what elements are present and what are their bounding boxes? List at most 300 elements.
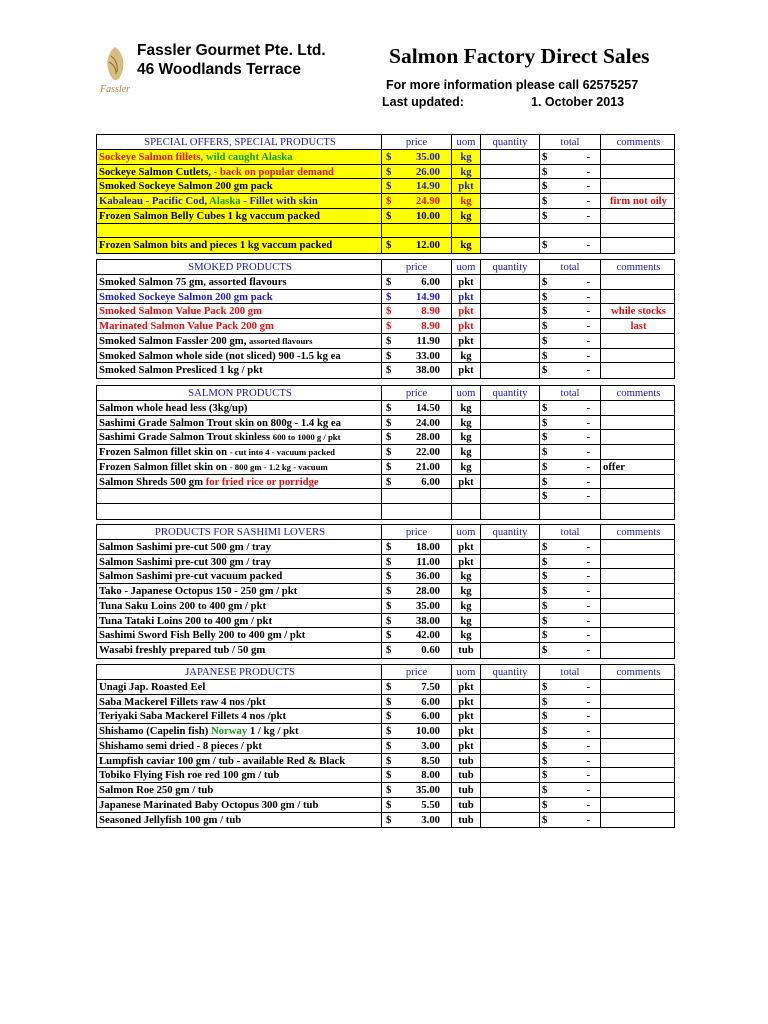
- currency-symbol: $: [542, 784, 548, 796]
- comment-cell: [601, 695, 676, 709]
- uom-cell: pkt: [452, 319, 481, 333]
- product-name: [97, 680, 382, 694]
- quantity-input[interactable]: [481, 290, 540, 304]
- price-cell: [382, 401, 452, 415]
- quantity-input[interactable]: [481, 475, 540, 489]
- price-value: 6.00: [421, 710, 440, 723]
- price-value: 35.00: [415, 150, 440, 163]
- product-name-part: Teriyaki Saba Mackerel Fillets 4 nos /pkt: [99, 710, 287, 723]
- quantity-input[interactable]: [481, 363, 540, 378]
- price-cell: [382, 569, 452, 583]
- uom-cell: kg: [452, 238, 481, 253]
- uom-cell: tub: [452, 813, 481, 828]
- comment-cell: [601, 334, 676, 348]
- currency-symbol: $: [542, 754, 548, 767]
- quantity-input[interactable]: [481, 813, 540, 828]
- total-value: -: [586, 614, 590, 627]
- total-value: -: [586, 195, 590, 207]
- column-header-quantity: quantity: [481, 525, 540, 539]
- price-value: 28.00: [415, 431, 440, 444]
- quantity-input[interactable]: [481, 275, 540, 289]
- currency-symbol: $: [386, 334, 392, 347]
- total-cell: [540, 275, 601, 289]
- total-cell: [540, 540, 601, 554]
- total-value: -: [586, 555, 590, 568]
- price-cell: [382, 798, 452, 812]
- total-cell: [540, 224, 601, 238]
- total-cell: [540, 290, 601, 304]
- currency-symbol: $: [542, 150, 548, 163]
- table-row: [97, 798, 674, 813]
- quantity-input[interactable]: [481, 209, 540, 223]
- total-value: -: [586, 629, 590, 642]
- product-name-part: Wasabi freshly prepared tub / 50 gm: [99, 644, 266, 656]
- quantity-input[interactable]: [481, 614, 540, 628]
- quantity-input[interactable]: [481, 165, 540, 179]
- currency-symbol: $: [542, 320, 548, 332]
- total-cell: [540, 555, 601, 569]
- uom-cell: kg: [452, 209, 481, 223]
- currency-symbol: $: [542, 629, 548, 642]
- column-header-uom: uom: [452, 260, 481, 274]
- column-header-comments: comments: [616, 261, 661, 273]
- product-name-part: assorted flavours: [249, 335, 313, 346]
- quantity-input[interactable]: [481, 489, 540, 503]
- price-value: 24.90: [415, 195, 440, 207]
- product-name-part: Frozen Salmon Belly Cubes 1 kg vaccum packed: [99, 209, 320, 222]
- product-name-part: Frozen Salmon bits and pieces 1 kg vaccum packed: [99, 239, 333, 252]
- quantity-input[interactable]: [481, 224, 540, 238]
- currency-symbol: $: [386, 555, 392, 568]
- quantity-input[interactable]: [481, 194, 540, 208]
- price-value: 42.00: [415, 629, 440, 642]
- product-name-part: Lumpfish caviar 100 gm / tub - available Red & Black: [99, 754, 346, 767]
- quantity-input[interactable]: [481, 445, 540, 459]
- product-name: [97, 363, 382, 378]
- price-value: 6.00: [421, 695, 440, 708]
- product-name-part: 600 to 1000 g / pkt: [272, 432, 341, 443]
- currency-symbol: $: [386, 165, 392, 178]
- comment-cell: [601, 150, 676, 164]
- price-cell: [382, 334, 452, 348]
- table-row: [97, 555, 674, 570]
- total-cell: [540, 363, 601, 378]
- quantity-input[interactable]: [481, 416, 540, 430]
- comment-cell: [601, 224, 676, 238]
- quantity-input[interactable]: [481, 739, 540, 753]
- table-row: [97, 445, 674, 460]
- currency-symbol: $: [386, 401, 392, 414]
- product-name: [97, 238, 382, 253]
- uom-cell: kg: [452, 150, 481, 164]
- currency-symbol: $: [386, 239, 392, 252]
- total-cell: [540, 798, 601, 812]
- currency-symbol: $: [386, 680, 392, 693]
- uom-cell: tub: [452, 798, 481, 812]
- total-value: -: [586, 798, 590, 811]
- product-name: [97, 754, 382, 768]
- price-cell: [382, 768, 452, 782]
- price-value: 11.00: [416, 555, 440, 568]
- price-value: 8.90: [421, 320, 440, 332]
- table-row: [97, 540, 674, 555]
- price-value: 26.00: [415, 165, 440, 178]
- comment-cell: [601, 430, 676, 444]
- price-value: 35.00: [415, 784, 440, 796]
- price-value: 35.00: [415, 599, 440, 612]
- product-name-part: Kabaleau - Pacific Cod,: [99, 195, 210, 207]
- column-header-total: total: [540, 260, 601, 274]
- section-4: [96, 524, 675, 659]
- product-name: [97, 179, 382, 193]
- quantity-input[interactable]: [481, 430, 540, 444]
- quantity-input[interactable]: [481, 680, 540, 694]
- total-value: -: [586, 769, 590, 782]
- currency-symbol: $: [542, 769, 548, 782]
- currency-symbol: $: [542, 644, 548, 656]
- price-value: 38.00: [415, 614, 440, 627]
- currency-symbol: $: [386, 695, 392, 708]
- quantity-input[interactable]: [481, 569, 540, 583]
- quantity-input[interactable]: [481, 768, 540, 782]
- column-header-uom: uom: [452, 665, 481, 679]
- quantity-input[interactable]: [481, 460, 540, 474]
- product-name-part: Frozen Salmon fillet skin on: [99, 460, 230, 473]
- currency-symbol: $: [542, 540, 548, 553]
- section-5: [96, 664, 675, 828]
- total-value: -: [586, 540, 590, 553]
- uom-cell: kg: [452, 628, 481, 642]
- currency-symbol: $: [386, 585, 392, 597]
- quantity-input[interactable]: [481, 319, 540, 333]
- product-name-part: Seasoned Jellyfish 100 gm / tub: [99, 813, 242, 826]
- column-header-total: total: [540, 386, 601, 400]
- currency-symbol: $: [542, 585, 548, 597]
- comment-cell: [601, 504, 676, 519]
- product-name-part: Smoked Sockeye Salmon 200 gm pack: [99, 290, 273, 303]
- currency-symbol: $: [542, 349, 548, 362]
- total-value: -: [586, 644, 590, 656]
- column-header-price: price: [382, 525, 452, 539]
- price-cell: [382, 489, 452, 503]
- section-header: [97, 260, 674, 275]
- product-name-part: Tobiko Flying Fish roe red 100 gm / tub: [99, 769, 280, 782]
- total-cell: [540, 209, 601, 223]
- price-value: 5.50: [421, 798, 440, 811]
- price-cell: [382, 349, 452, 363]
- uom-cell: kg: [452, 569, 481, 583]
- total-value: -: [586, 570, 590, 583]
- column-header-price: price: [382, 665, 452, 679]
- product-name-part: Salmon Sashimi pre-cut 300 gm / tray: [99, 555, 271, 568]
- uom-cell: pkt: [452, 475, 481, 489]
- uom-cell: [452, 504, 481, 519]
- uom-cell: tub: [452, 783, 481, 797]
- column-header-quantity: quantity: [481, 386, 540, 400]
- price-cell: [382, 599, 452, 613]
- uom-cell: pkt: [452, 695, 481, 709]
- currency-symbol: $: [542, 475, 548, 488]
- product-name-part: Frozen Salmon fillet skin on: [99, 446, 230, 458]
- quantity-input[interactable]: [481, 401, 540, 415]
- product-name: [97, 798, 382, 812]
- product-name-part: Shishamo semi dried - 8 pieces / pkt: [99, 739, 262, 752]
- currency-symbol: $: [386, 754, 392, 767]
- total-value: -: [586, 446, 590, 458]
- product-name: [97, 709, 382, 723]
- product-name: [97, 304, 382, 318]
- section-header: [97, 386, 674, 401]
- price-value: 14.90: [415, 180, 440, 193]
- total-cell: [540, 768, 601, 782]
- comment-cell: [601, 739, 676, 753]
- product-name: [97, 194, 382, 208]
- price-cell: [382, 194, 452, 208]
- total-value: -: [586, 320, 590, 332]
- uom-cell: kg: [452, 165, 481, 179]
- currency-symbol: $: [386, 195, 392, 207]
- currency-symbol: $: [386, 798, 392, 811]
- quantity-input[interactable]: [481, 334, 540, 348]
- total-value: -: [586, 754, 590, 767]
- comment-cell: [601, 290, 676, 304]
- total-cell: [540, 179, 601, 193]
- column-header-total: total: [540, 525, 601, 539]
- price-value: 14.90: [415, 290, 440, 303]
- section-header: [97, 525, 674, 540]
- quantity-input[interactable]: [481, 628, 540, 642]
- total-cell: [540, 475, 601, 489]
- product-name-part: Sashimi Grade Salmon Trout skin on 800g - 1.4 kg ea: [99, 416, 341, 429]
- table-row: [97, 709, 674, 724]
- price-value: 6.00: [421, 275, 440, 288]
- product-name-part: Smoked Salmon Value Pack 200 gm: [99, 305, 263, 318]
- comment-cell: offer: [603, 460, 625, 473]
- total-cell: [540, 695, 601, 709]
- product-name: [97, 224, 382, 238]
- comment-cell: [601, 628, 676, 642]
- currency-symbol: $: [542, 165, 548, 178]
- table-row: [97, 363, 674, 378]
- total-value: -: [586, 784, 590, 796]
- comment-cell: [601, 768, 676, 782]
- column-header-quantity: quantity: [481, 665, 540, 679]
- price-cell: [382, 709, 452, 723]
- currency-symbol: $: [386, 349, 392, 362]
- table-row: [97, 475, 674, 490]
- table-row: [97, 334, 674, 349]
- product-name: [97, 739, 382, 753]
- currency-symbol: $: [386, 305, 392, 318]
- section-title: SALMON PRODUCTS: [97, 386, 382, 400]
- comment-cell: [601, 179, 676, 193]
- table-row: [97, 628, 674, 643]
- table-row: [97, 584, 674, 599]
- price-cell: [382, 724, 452, 738]
- comment-cell: [601, 540, 676, 554]
- total-cell: [540, 783, 601, 797]
- product-name: [97, 349, 382, 363]
- table-row: [97, 460, 674, 475]
- column-header-uom: uom: [452, 135, 481, 149]
- quantity-input[interactable]: [481, 643, 540, 658]
- quantity-input[interactable]: [481, 798, 540, 812]
- quantity-input[interactable]: [481, 754, 540, 768]
- price-cell: [382, 475, 452, 489]
- quantity-input[interactable]: [481, 304, 540, 318]
- price-value: 8.00: [421, 769, 440, 782]
- total-cell: [540, 489, 601, 503]
- product-name: [97, 475, 382, 489]
- price-cell: [382, 290, 452, 304]
- comment-cell: [601, 349, 676, 363]
- price-value: 7.50: [421, 680, 440, 693]
- comment-cell: [601, 798, 676, 812]
- quantity-input[interactable]: [481, 695, 540, 709]
- quantity-input[interactable]: [481, 179, 540, 193]
- uom-cell: pkt: [452, 304, 481, 318]
- comment-cell: [601, 475, 676, 489]
- price-cell: [382, 643, 452, 658]
- quantity-input[interactable]: [481, 555, 540, 569]
- quantity-input[interactable]: [481, 150, 540, 164]
- quantity-input[interactable]: [481, 540, 540, 554]
- quantity-input[interactable]: [481, 599, 540, 613]
- table-row: [97, 150, 674, 165]
- currency-symbol: $: [386, 739, 392, 752]
- uom-cell: pkt: [452, 334, 481, 348]
- uom-cell: pkt: [452, 555, 481, 569]
- price-value: 28.00: [415, 585, 440, 597]
- uom-cell: pkt: [452, 363, 481, 378]
- product-name-part: - Fillet with skin: [240, 195, 318, 207]
- total-value: -: [586, 290, 590, 303]
- currency-symbol: $: [542, 570, 548, 583]
- total-cell: [540, 304, 601, 318]
- quantity-input[interactable]: [481, 584, 540, 598]
- quantity-input[interactable]: [481, 709, 540, 723]
- uom-cell: kg: [452, 460, 481, 474]
- total-value: -: [586, 334, 590, 347]
- total-value: -: [586, 349, 590, 362]
- product-name-part: for fried rice or porridge: [205, 475, 319, 488]
- total-value: -: [586, 401, 590, 414]
- price-value: 3.00: [421, 739, 440, 752]
- product-name: [97, 460, 382, 474]
- product-name-part: Alaska: [209, 195, 241, 207]
- quantity-input[interactable]: [481, 238, 540, 253]
- total-value: -: [586, 813, 590, 826]
- currency-symbol: $: [386, 431, 392, 444]
- uom-cell: kg: [452, 599, 481, 613]
- total-cell: [540, 584, 601, 598]
- price-cell: [382, 304, 452, 318]
- product-name-part: - 800 gm - 1.2 kg - vacuum: [229, 461, 328, 472]
- currency-symbol: $: [542, 446, 548, 458]
- uom-cell: [452, 489, 481, 503]
- product-name: [97, 614, 382, 628]
- uom-cell: kg: [452, 194, 481, 208]
- quantity-input[interactable]: [481, 783, 540, 797]
- column-header-comments: comments: [616, 666, 661, 678]
- product-name: [97, 569, 382, 583]
- currency-symbol: $: [386, 275, 392, 288]
- currency-symbol: $: [542, 431, 548, 444]
- table-row: [97, 349, 674, 364]
- table-row: [97, 304, 674, 319]
- table-row: [97, 643, 674, 658]
- quantity-input[interactable]: [481, 724, 540, 738]
- quantity-input[interactable]: [481, 504, 540, 519]
- total-value: -: [586, 239, 590, 252]
- total-cell: [540, 813, 601, 828]
- total-cell: [540, 460, 601, 474]
- column-header-quantity: quantity: [481, 260, 540, 274]
- total-cell: [540, 614, 601, 628]
- total-value: -: [586, 431, 590, 444]
- product-name: [97, 416, 382, 430]
- currency-symbol: $: [542, 614, 548, 627]
- currency-symbol: $: [542, 739, 548, 752]
- currency-symbol: $: [542, 364, 548, 377]
- total-value: -: [586, 475, 590, 488]
- price-cell: [382, 460, 452, 474]
- product-name: [97, 643, 382, 658]
- price-cell: [382, 739, 452, 753]
- total-cell: [540, 754, 601, 768]
- table-row: [97, 224, 674, 239]
- table-row: [97, 724, 674, 739]
- product-name: [97, 165, 382, 179]
- product-name: [97, 430, 382, 444]
- price-cell: [382, 416, 452, 430]
- total-value: -: [586, 585, 590, 597]
- comment-cell: last: [630, 320, 647, 332]
- currency-symbol: $: [386, 290, 392, 303]
- quantity-input[interactable]: [481, 349, 540, 363]
- table-row: [97, 179, 674, 194]
- total-value: -: [586, 209, 590, 222]
- currency-symbol: $: [386, 209, 392, 222]
- product-name-part: Norway: [210, 725, 248, 737]
- comment-cell: [601, 275, 676, 289]
- section-2: [96, 259, 675, 379]
- currency-symbol: $: [386, 540, 392, 553]
- currency-symbol: $: [386, 446, 392, 458]
- uom-cell: pkt: [452, 724, 481, 738]
- uom-cell: pkt: [452, 709, 481, 723]
- price-cell: [382, 783, 452, 797]
- uom-cell: pkt: [452, 179, 481, 193]
- table-row: [97, 569, 674, 584]
- currency-symbol: $: [542, 305, 548, 318]
- price-value: 10.00: [415, 725, 440, 737]
- price-value: 10.00: [415, 209, 440, 222]
- uom-cell: tub: [452, 768, 481, 782]
- product-name: [97, 813, 382, 828]
- uom-cell: pkt: [452, 290, 481, 304]
- total-value: -: [586, 275, 590, 288]
- total-value: -: [586, 725, 590, 737]
- uom-cell: kg: [452, 614, 481, 628]
- section-header: [97, 135, 674, 150]
- table-row: [97, 401, 674, 416]
- comment-cell: [601, 416, 676, 430]
- uom-cell: pkt: [452, 540, 481, 554]
- table-row: [97, 614, 674, 629]
- currency-symbol: $: [542, 798, 548, 811]
- total-value: -: [586, 739, 590, 752]
